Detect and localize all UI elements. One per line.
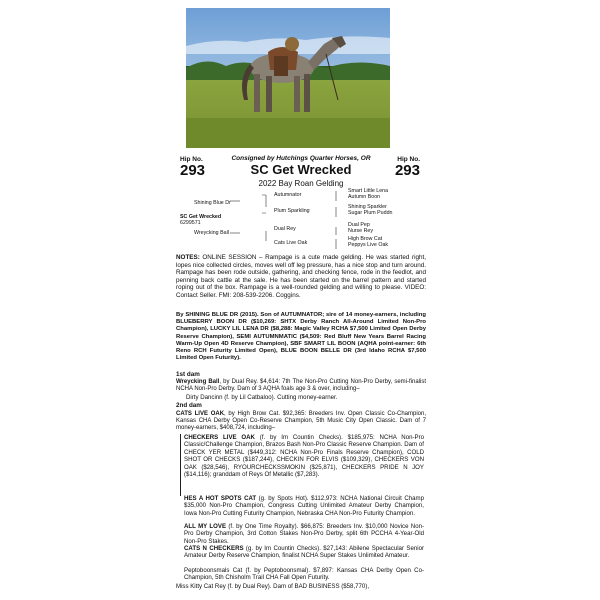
hip-label-right: Hip No. [397, 156, 420, 163]
offspring-2-text: (g. by Spots Hot). $112,973: NCHA National Circuit Champ $35,000 Non-Pro Champion, Congress Cutting Unlimited Amateur Derby Champion, Iowa Non-Pro Cutting Futurity Champion, Nebraska CHA Non-Pro Futurity Champion. [184, 495, 424, 517]
horse-photo [186, 8, 390, 148]
offspring-6: Miss Kitty Cat Rey (f. by Dual Rey). Dam of BAD BUSINESS ($58,770), [176, 583, 370, 590]
offspring-1-name: CHECKERS LIVE OAK [184, 434, 255, 441]
pedigree-sds: Shining Sparkler [348, 204, 387, 210]
pedigree-dds: High Brow Cat [348, 236, 383, 242]
first-dam-paragraph [176, 379, 426, 393]
offspring-2 [184, 495, 424, 517]
notes-text: ONLINE SESSION – Rampage is a cute made gelding. He was started right, lopes nice collected circles, moves well off leg pressure, has a nice stop and turn around. Rampage has been rode outside, gathering, and checking fence, rode in the feedlot, and penning back cattle at the sale. He has been started on the barrel pattern and started roping out of the box. Rampage is a well-rounded gelding and willing to please. VIDEO: Contact Seller. FMI: 208-539-2206. Coggins. [176, 254, 426, 299]
offspring-1 [184, 434, 424, 478]
hip-number-left: 293 [180, 162, 206, 179]
offspring-3-text: (f. by One Time Royalty). $66,875: Breeders Inv. $10,000 Novice Non-Pro Derby Champion, 3rd Cotton Stakes Non-Pro Derby, split 6th PCCHA 4-Year-Old Non-Pro Stakes. [184, 523, 424, 545]
pedigree-dsd: Nurse Rey [348, 228, 374, 234]
catalog-page [172, 4, 430, 600]
offspring-4-text: (g. by Im Countin Checks). $27,143: Abilene Spectacular Senior Amateur Derby Reserve Champion, finalist NCHA Super Stakes Unlimited Amateur. [184, 545, 424, 560]
offspring-2-name: HES A HOT SPOTS CAT [184, 495, 257, 502]
horse-description: 2022 Bay Roan Gelding [258, 179, 344, 188]
offspring-1-text: (f. by Im Countin Checks). $185,975: NCHA Non-Pro Classic/Challenge Champion, Brazos Bash Non-Pro Classic Reserve Champion. Dam of CHECK YER METAL ($449,312: NCHA Non-Pro Finals Reserve Champion), COLD SHOT OR CHECKS ($187,244), CHECKIN FOR ELVIS ($109,329), CHECKERS VON OAK ($28,546), RYOURCHECKSSMOKIN ($25,871), CHECKERS PRIDE N JOY ($14,116); granddam of Reys Of Metallic ($7,283). [184, 434, 424, 479]
pedigree-ss: Autumnator [274, 192, 302, 198]
offspring-4-name: CATS N CHECKERS [184, 545, 244, 552]
offspring-3-name: ALL MY LOVE [184, 523, 227, 530]
consignor-line: Consigned by Hutchings Quarter Horses, OR [231, 155, 371, 162]
pedigree-ds: Dual Rey [274, 226, 296, 232]
pedigree-sd: Plum Sparkling [274, 208, 310, 214]
second-dam-heading: 2nd dam [176, 402, 202, 409]
second-dam-paragraph [176, 411, 426, 433]
notes-paragraph [176, 254, 426, 300]
pedigree-horse: SC Get Wrecked [180, 214, 222, 220]
hip-number-right: 293 [394, 162, 420, 179]
first-dam-offspring: Dirty Dancinn (f. by Lil Catbaloo). Cutting money-earner. [186, 394, 338, 401]
pedigree-sire: Shining Blue Dr [194, 200, 231, 206]
offspring-3 [184, 523, 424, 545]
sire-paragraph: By SHINING BLUE DR (2015). Son of AUTUMNATOR; sire of 14 money-earners, including BLUEBERRY BOON DR ($10,269: SHTX Derby Ranch All-Around Limited Non-Pro Champion), LUCKY LIL LENA DR ($8,288: Magic Valley RCHA $7,500 Limited Open Derby Reserve Champion), SEMI AUTUMNMATIC ($4,509: Red Bluff New Years Barrel Racing Warm-Up Open 4D Reserve Champion), SBF SMART LIL BOON (AQHA point-earner: 6th Reno RCH Futurity Limited Open), BLUE BOON BELLE DR (3rd Idaho RCHA $7,500 Limited Open Futurity). [176, 312, 426, 362]
pedigree-sss: Smart Little Lena [348, 188, 389, 194]
pedigree-dd: Cats Live Oak [274, 240, 308, 246]
offspring-5: Peptoboonsmals Cat (f. by Peptoboonsmal). $7,897: Kansas CHA Derby Open Co-Champion, 5th Chisholm Trail CHA Fall Open Futurity. [184, 567, 424, 582]
first-dam-name: Wreycking Ball [176, 379, 220, 385]
offspring-4 [184, 545, 424, 560]
pedigree-sdd: Sugar Plum Puddn [348, 210, 393, 216]
first-dam-heading: 1st dam [176, 371, 200, 378]
pedigree-dss: Dual Pep [348, 222, 370, 228]
pedigree-reg-number: 6299571 [180, 220, 201, 226]
horse-name: SC Get Wrecked [250, 162, 352, 177]
offspring-bar-1 [180, 434, 181, 496]
second-dam-text: , by High Brow Cat. $92,365: Breeders Inv. Open Classic Co-Champion, Kansas CHA Derby Open Co-Reserve Champion, 5th Music City Open Classic. Dam of 7 money-earners, $408,724, including– [176, 411, 427, 432]
notes-label: NOTES: [176, 254, 200, 261]
pedigree-ssd: Autumn Boon [348, 194, 381, 200]
first-dam-text: , by Dual Rey. $4,614: 7th The Non-Pro Cutting Non-Pro Derby, semi-finalist NCHA Non-Pro Derby. Dam of 3 AQHA foals age 3 & over, including– [176, 379, 426, 393]
second-dam-name: CATS LIVE OAK [176, 411, 225, 417]
pedigree-ddd: Peppys Live Oak [348, 242, 389, 248]
pedigree-dam: Wreycking Ball [194, 230, 229, 236]
hip-label-left: Hip No. [180, 156, 203, 163]
